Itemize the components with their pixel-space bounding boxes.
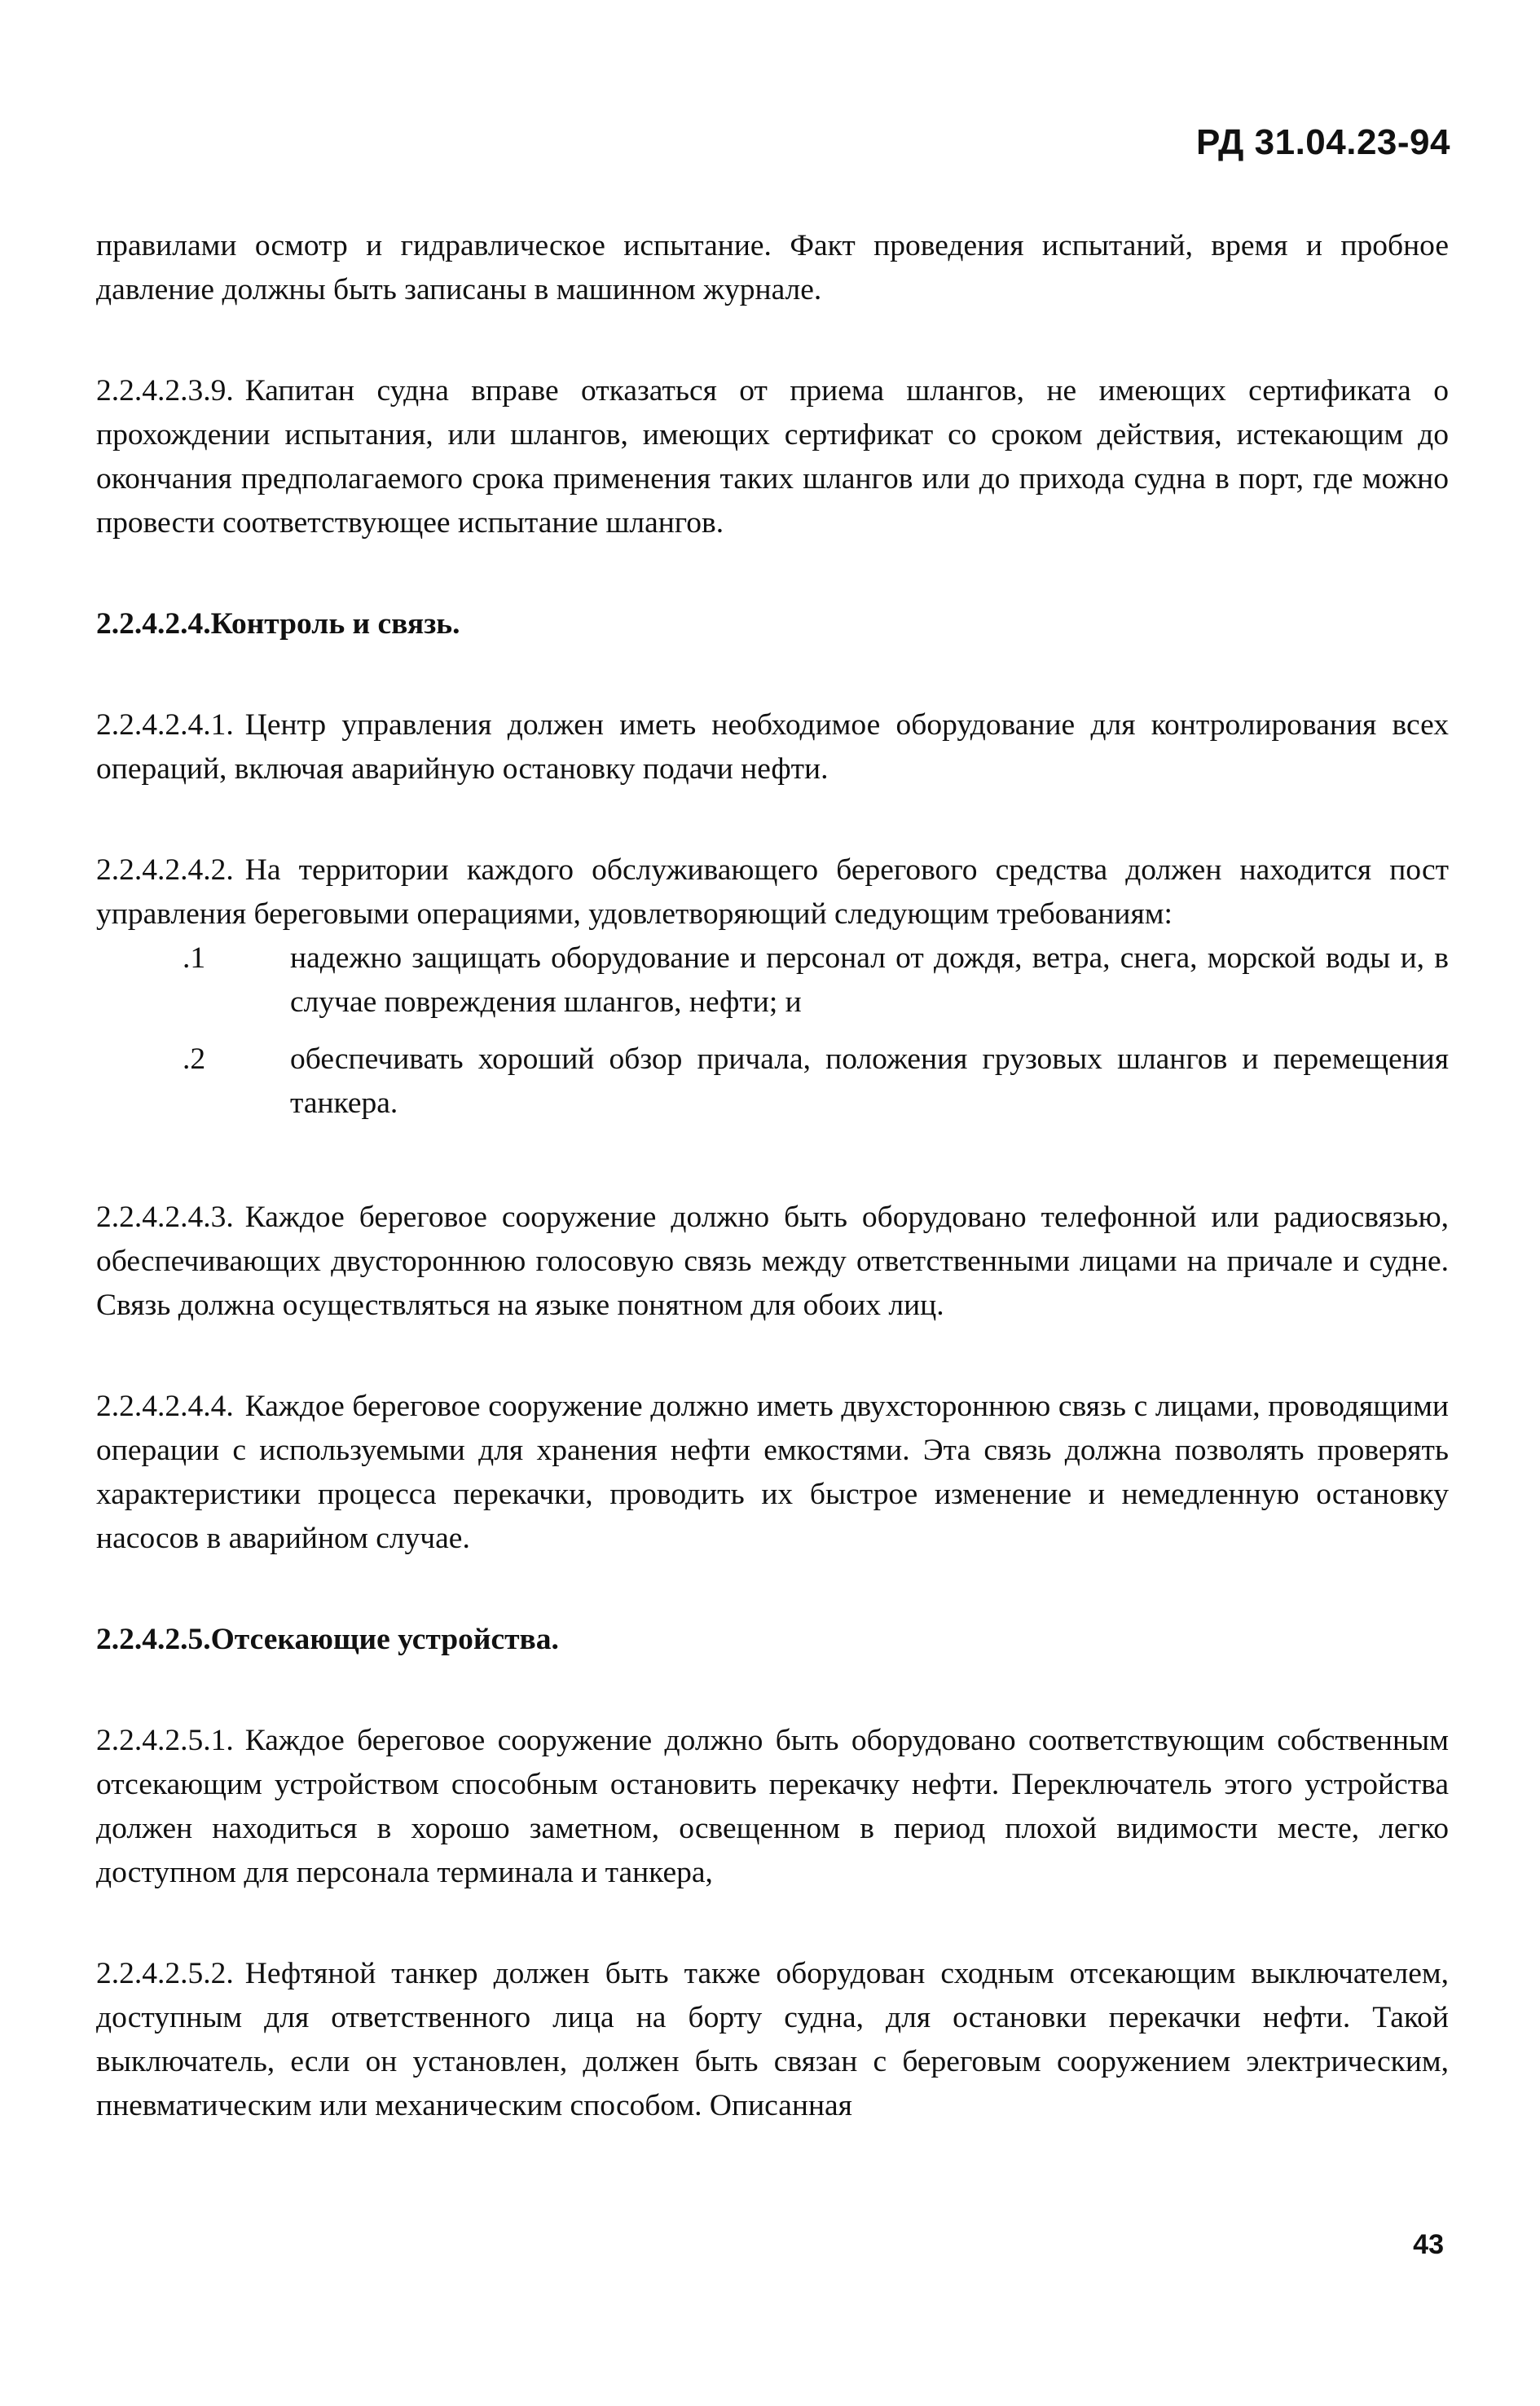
clause-number: 2.2.4.2.5.2.: [96, 1957, 234, 1990]
paragraph-text: правилами осмотр и гидравлическое испытание. Факт проведения испытаний, время и пробное давление должны быть записаны в машинном журнале.: [96, 229, 1449, 306]
list-item: [96, 1038, 1449, 1126]
paragraph-2-2-4-2-5-1: [96, 1719, 1449, 1895]
list-marker: .1: [183, 941, 206, 975]
requirements-list: [96, 936, 1449, 1126]
paragraph-2-2-4-2-4-1: [96, 703, 1449, 791]
paragraph-continuation: [96, 224, 1449, 312]
clause-number: 2.2.4.2.4.1.: [96, 708, 234, 742]
paragraph-2-2-4-2-5-2: [96, 1952, 1449, 2128]
paragraph-text: Каждое береговое сооружение должно быть оборудовано соответствующим собственным отсекающим устройством способным остановить перекачку нефти. Переключатель этого устройства должен находиться в хорошо заметном, освещенном в период плохой видимости месте, легко доступном для персонала терминала и танкера,: [96, 1724, 1449, 1889]
paragraph-text: Капитан судна вправе отказаться от приема шлангов, не имеющих сертификата о прохождении испытания, или шлангов, имеющих сертификат со сроком действия, истекающим до окончания предполагаемого срока применения таких шлангов или до прихода судна в порт, где можно провести соответствующее испытание шлангов.: [96, 374, 1449, 540]
section-heading-control-communication: 2.2.4.2.4.Контроль и связь.: [96, 607, 460, 641]
list-item-text: надежно защищать оборудование и персонал от дождя, ветра, снега, морской воды и, в случае повреждения шлангов, нефти; и: [290, 941, 1449, 1019]
clause-number: 2.2.4.2.4.4.: [96, 1390, 234, 1423]
paragraph-text: Центр управления должен иметь необходимое оборудование для контролирования всех операций, включая аварийную остановку подачи нефти.: [96, 708, 1449, 786]
section-heading-shutoff-devices: 2.2.4.2.5.Отсекающие устройства.: [96, 1623, 559, 1656]
paragraph-2-2-4-2-4-2: [96, 848, 1449, 936]
paragraph-text: На территории каждого обслуживающего берегового средства должен находится пост управления береговыми операциями, удовлетворяющий следующим требованиям:: [96, 853, 1449, 931]
clause-number: 2.2.4.2.5.1.: [96, 1724, 234, 1757]
clause-number: 2.2.4.2.4.3.: [96, 1201, 234, 1234]
list-item: [96, 936, 1449, 1025]
paragraph-text: Нефтяной танкер должен быть также оборудован сходным отсекающим выключателем, доступным для ответственного лица на борту судна, для остановки перекачки нефти. Такой выключатель, если он установлен, должен быть связан с береговым сооружением электрическим, пневматическим или механическим способом. Описанная: [96, 1957, 1449, 2122]
paragraph-text: Каждое береговое сооружение должно быть оборудовано телефонной или радиосвязью, обеспечивающих двустороннюю голосовую связь между ответственными лицами на причале и судне. Связь должна осуществляться на языке понятном для обоих лиц.: [96, 1201, 1449, 1322]
paragraph-2-2-4-2-4-3: [96, 1196, 1449, 1328]
list-item-text: обеспечивать хороший обзор причала, положения грузовых шлангов и перемещения танкера.: [290, 1042, 1449, 1120]
paragraph-2-2-4-2-3-9: [96, 369, 1449, 545]
paragraph-2-2-4-2-4-4: [96, 1385, 1449, 1561]
document-body: [96, 224, 1449, 2128]
paragraph-text: Каждое береговое сооружение должно иметь двухстороннюю связь с лицами, проводящими операции с используемыми для хранения нефти емкостями. Эта связь должна позволять проверять характеристики процесса перекачки, проводить их быстрое изменение и немедленную остановку насосов в аварийном случае.: [96, 1390, 1449, 1555]
clause-number: 2.2.4.2.4.2.: [96, 853, 234, 887]
list-marker: .2: [183, 1042, 206, 1076]
document-code: РД 31.04.23-94: [1195, 122, 1450, 162]
clause-number: 2.2.4.2.3.9.: [96, 374, 234, 408]
page-number: 43: [1413, 2229, 1444, 2260]
